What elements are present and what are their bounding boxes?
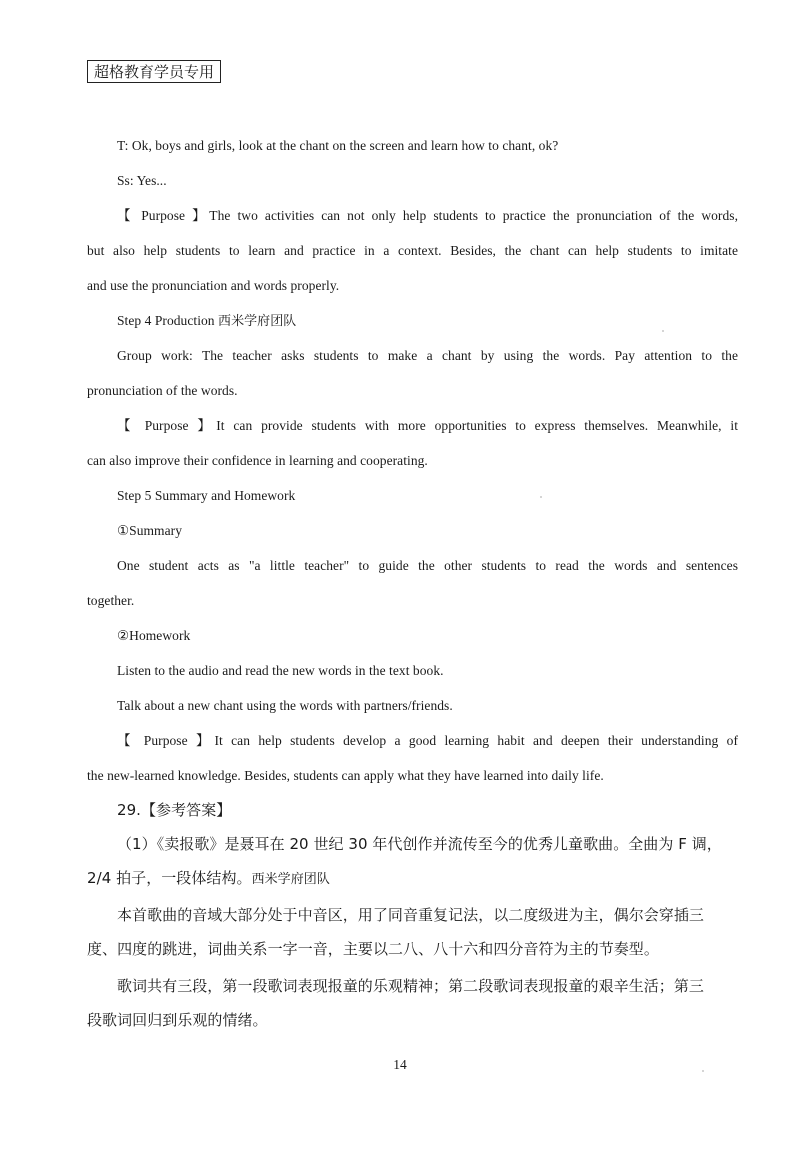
scan-speck [540, 496, 542, 498]
summary-line-2: together. [87, 593, 135, 608]
page-number: 14 [393, 1057, 407, 1072]
answer-paragraph-2-line-2: 度、四度的跳进，词曲关系一字一音，主要以二八、八十六和四分音符为主的节奏型。 [87, 940, 659, 958]
homework-subheading: ②Homework [117, 628, 191, 643]
summary-line-1: One student acts as "a little teacher" to guide the other students to read the words and sentences [117, 558, 738, 573]
dialogue-students-line: Ss: Yes... [117, 173, 167, 188]
group-work-line-1: Group work: The teacher asks students to make a chant by using the words. Pay attention to the [117, 348, 738, 363]
purpose-paragraph-3-line-1: 【 Purpose 】It can help students develop a good learning habit and deepen their understanding of [117, 733, 738, 748]
scan-speck [702, 1070, 704, 1072]
group-work-line-2: pronunciation of the words. [87, 383, 238, 398]
watermark-text: 西米学府团队 [218, 314, 297, 329]
answer-paragraph-2-line-1: 本首歌曲的音域大部分处于中音区，用了同音重复记法，以二度级进为主，偶尔会穿插三 [117, 906, 704, 924]
purpose-paragraph-3-line-2: the new-learned knowledge. Besides, students can apply what they have learned into daily life. [87, 768, 604, 783]
purpose-paragraph-2-line-1: 【 Purpose 】It can provide students with more opportunities to express themselves. Meanwhile, it [117, 418, 738, 433]
watermark-text-2: 西米学府团队 [251, 872, 330, 887]
purpose-paragraph-2-line-2: can also improve their confidence in learning and cooperating. [87, 453, 428, 468]
answer-29-heading: 29.【参考答案】 [117, 801, 232, 819]
header-label-box: 超格教育学员专用 [87, 60, 221, 83]
step-4-heading [117, 312, 296, 331]
step-5-heading: Step 5 Summary and Homework [117, 488, 296, 503]
scan-speck [662, 330, 664, 332]
answer-paragraph-3-line-1: 歌词共有三段，第一段歌词表现报童的乐观精神；第二段歌词表现报童的艰辛生活；第三 [117, 977, 704, 995]
purpose-paragraph-1-line-2: but also help students to learn and practice in a context. Besides, the chant can help students to imitate [87, 243, 738, 258]
purpose-paragraph-1-line-3: and use the pronunciation and words properly. [87, 278, 340, 293]
step-4-title: Step 4 Production [117, 313, 219, 328]
answer-paragraph-1-line-1: （1）《卖报歌》是聂耳在 20 世纪 30 年代创作并流传至今的优秀儿童歌曲。全曲为 F 调， [117, 835, 722, 853]
answer-paragraph-3-line-2: 段歌词回归到乐观的情绪。 [87, 1011, 268, 1029]
summary-subheading: ①Summary [117, 523, 182, 538]
purpose-paragraph-1-line-1: 【 Purpose 】The two activities can not only help students to practice the pronunciation of the words, [117, 208, 738, 223]
homework-item-2: Talk about a new chant using the words with partners/friends. [117, 698, 453, 713]
homework-item-1: Listen to the audio and read the new words in the text book. [117, 663, 444, 678]
dialogue-teacher-line: T: Ok, boys and girls, look at the chant on the screen and learn how to chant, ok? [117, 138, 559, 153]
answer-paragraph-1-line-2 [87, 868, 330, 890]
answer-meter-text: 2/4 拍子，一段体结构。 [87, 869, 252, 887]
